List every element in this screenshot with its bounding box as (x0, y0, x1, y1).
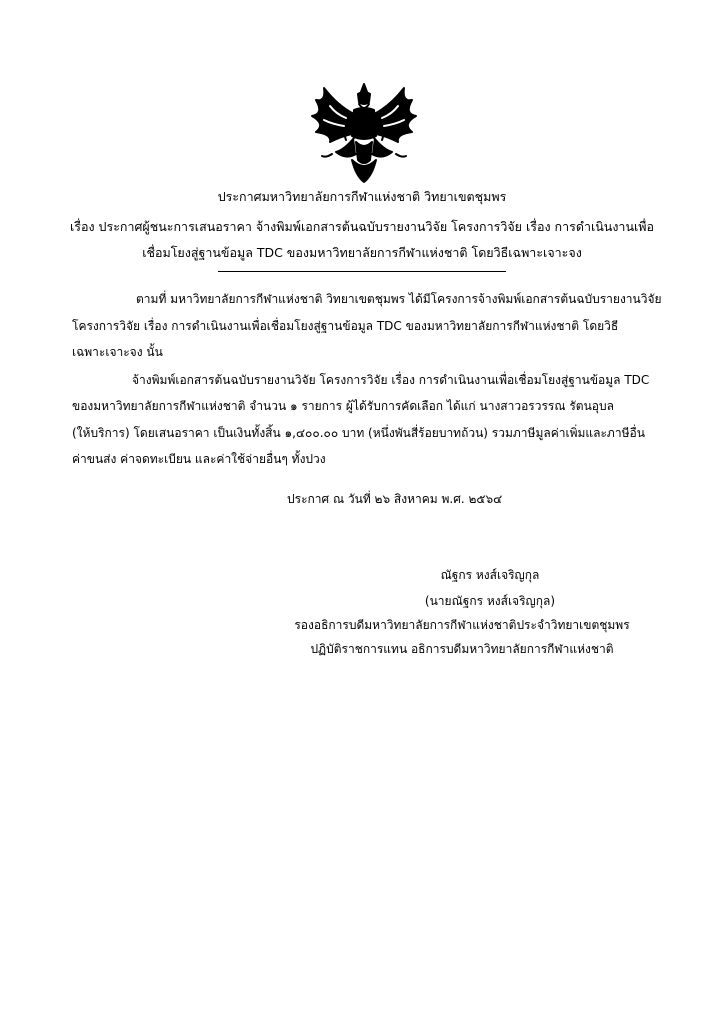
paragraph-2-line-4: ค่าขนส่ง ค่าจดทะเบียน และค่าใช้จ่ายอื่นๆ ทั้งปวง (72, 452, 326, 466)
divider-line (218, 271, 506, 272)
paragraph-1-line-3: เฉพาะเจาะจง นั้น (72, 345, 163, 359)
announcement-date: ประกาศ ณ วันที่ ๒๖ สิงหาคม พ.ศ. ๒๕๖๔ (287, 492, 503, 506)
signer-position: รองอธิการบดีมหาวิทยาลัยการกีฬาแห่งชาติประจำวิทยาเขตชุมพร (294, 618, 630, 632)
paragraph-1-line-2: โครงการวิจัย เรื่อง การดำเนินงานเพื่อเชื่อมโยงสู่ฐานข้อมูล TDC ของมหาวิทยาลัยการกีฬาแห่งชาติ โดยวิธี (72, 319, 619, 333)
paragraph-2-line-2: ของมหาวิทยาลัยการกีฬาแห่งชาติ จำนวน ๑ รายการ ผู้ได้รับการคัดเลือก ได้แก่ นางสาวอรวรรณ รัตนอุบล (72, 399, 614, 413)
paragraph-1-line-1: ตามที่ มหาวิทยาลัยการกีฬาแห่งชาติ วิทยาเขตชุมพร ได้มีโครงการจ้างพิมพ์เอกสารต้นฉบับรายงานวิจัย (136, 292, 662, 306)
paragraph-2-line-3: (ให้บริการ) โดยเสนอราคา เป็นเงินทั้งสิ้น ๑,๔๐๐.๐๐ บาท (หนึ่งพันสี่ร้อยบาทถ้วน) รวมภาษีมูลค่าเพิ่มและภาษีอื่น (72, 426, 645, 440)
subject-line-2: เชื่อมโยงสู่ฐานข้อมูล TDC ของมหาวิทยาลัยการกีฬาแห่งชาติ โดยวิธีเฉพาะเจาะจง (142, 245, 582, 260)
garuda-emblem-icon (302, 80, 426, 186)
signer-name: ณัฐกร หงส์เจริญกุล (440, 568, 540, 582)
signer-printed-name: (นายณัฐกร หงส์เจริญกุล) (424, 594, 556, 608)
subject-line-1: เรื่อง ประกาศผู้ชนะการเสนอราคา จ้างพิมพ์เอกสารต้นฉบับรายงานวิจัย โครงการวิจัย เรื่อง การดำเนินงานเพื่อ (69, 219, 655, 234)
announcement-title: ประกาศมหาวิทยาลัยการกีฬาแห่งชาติ วิทยาเขตชุมพร (217, 189, 507, 204)
signer-acting-for: ปฏิบัติราชการแทน อธิการบดีมหาวิทยาลัยการกีฬาแห่งชาติ (310, 642, 614, 656)
paragraph-2-line-1: จ้างพิมพ์เอกสารต้นฉบับรายงานวิจัย โครงการวิจัย เรื่อง การดำเนินงานเพื่อเชื่อมโยงสู่ฐานข้อมูล TDC (132, 373, 650, 387)
